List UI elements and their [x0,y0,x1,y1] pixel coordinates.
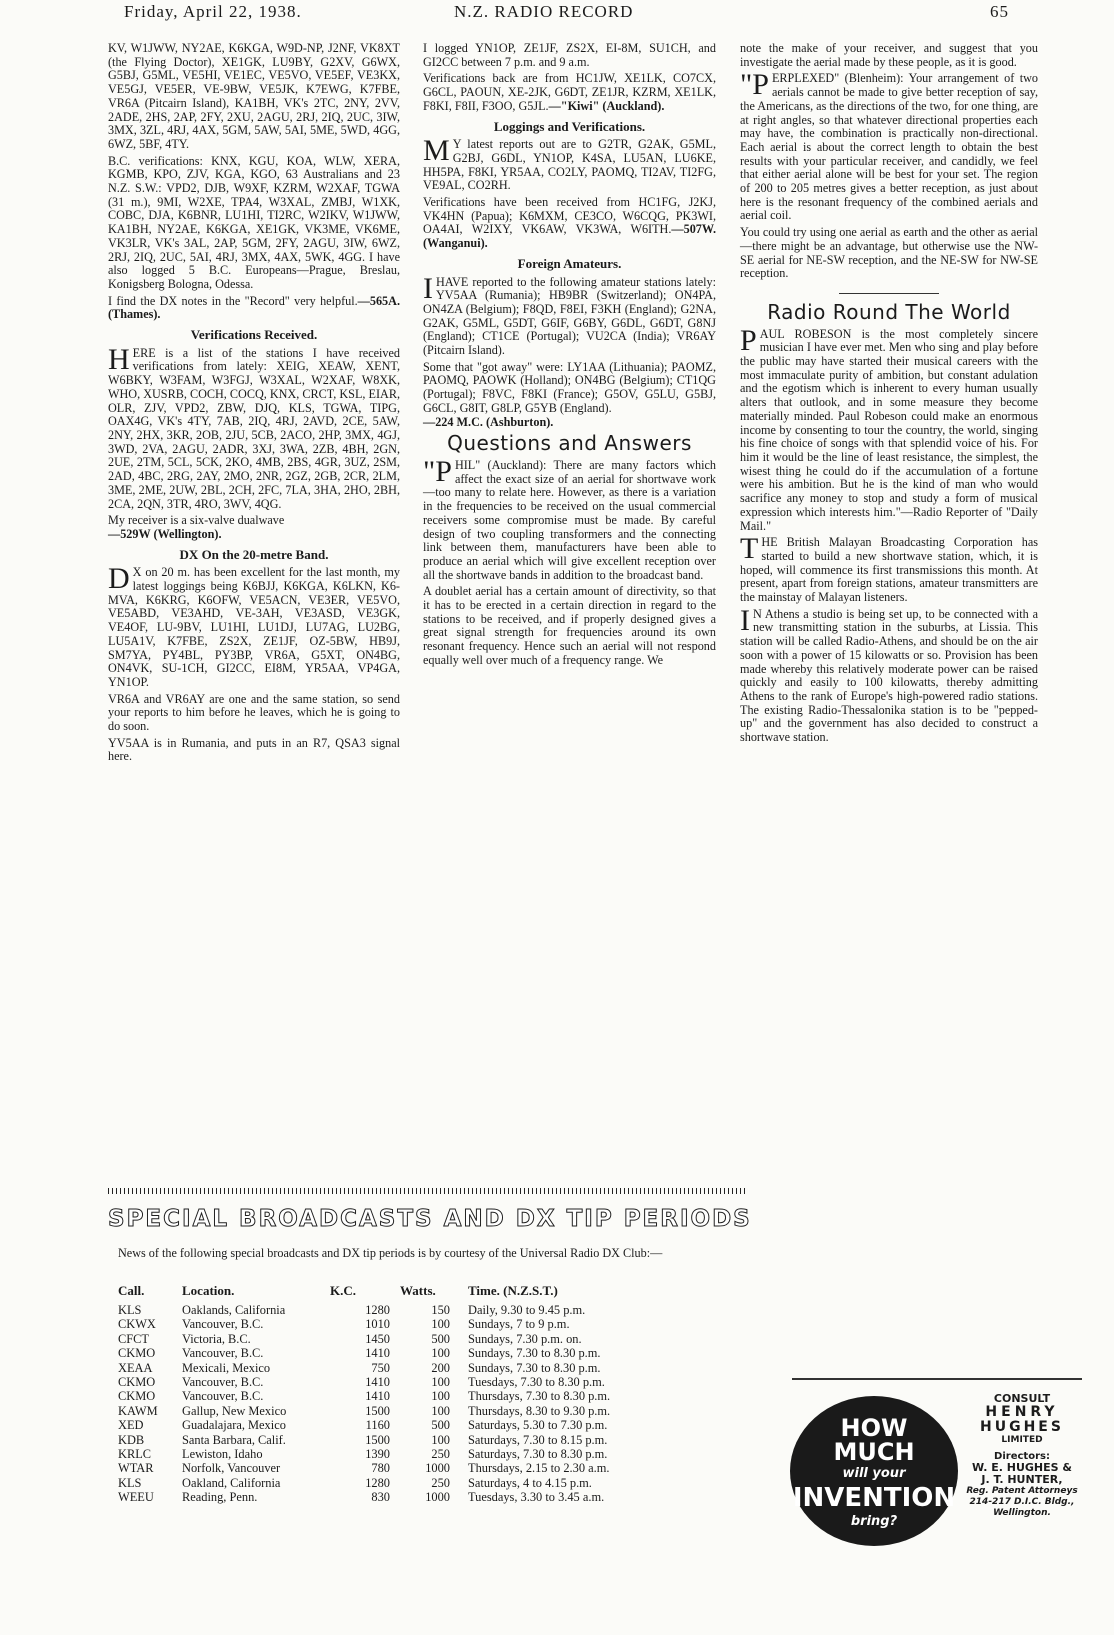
col3-perplexed-para-2: You could try using one aerial as earth and the other as aerial—there might be an advantage, but otherwise use the NW-SE aerial for NE-SW reception, and the NE-SW for NW-SE reception. [740,225,1038,281]
header-date: Friday, April 22, 1938. [124,2,302,21]
cell-location: Oakland, California [182,1475,281,1490]
col3-perplexed-para [740,68,1038,223]
cell-time: Saturdays, 7.30 to 8.15 p.m. [468,1432,608,1447]
dropcap-p-perplexed: "P [740,68,769,102]
col3-athens-para [740,603,1038,745]
table-row [118,1476,748,1490]
col1-para-3-signature: —565A. (Thames). [108,293,400,322]
heading-loggings-verifications: Loggings and Verifications. [493,118,646,134]
cell-location: Reading, Penn. [182,1490,258,1505]
cell-watts: 500 [431,1331,450,1346]
col2-foreign-p2-text: Some that "got away" were: LY1AA (Lithuania); PAOMZ, PAOMQ, PAOWK (Holland); ON4BG (Belgium); CT1QG (Portugal); F8VC, F8KI (France); G5OV, G5LU, G5BJ, G6CL, G8IT, G8LP, G5YB (England). [423,359,716,415]
col1-dx-para-2: VR6A and VR6AY are one and the same station, so send your reports to him before he leaves, which he is going to do soon. [108,691,400,734]
cell-time: Saturdays, 7.30 to 8.30 p.m. [468,1447,608,1462]
cell-call: KLS [118,1475,142,1490]
cell-location: Lewiston, Idaho [182,1447,263,1462]
cell-call: KRLC [118,1447,152,1462]
col2-log-p2-text: Verifications have been received from HC1FG, J2KJ, VK4HN (Papua); K6MXM, CE3CO, W6CQG, PK3WI, OA4AI, W2IXY, VK6AW, VK3WA, W6ITH. [423,195,716,237]
dropcap-i: I [423,271,433,305]
column-2 [423,42,716,671]
advert-director-1: W. E. HUGHES & [972,1461,1072,1474]
cell-call: CKWX [118,1317,156,1332]
cell-watts: 500 [431,1418,450,1433]
cell-kc: 1410 [365,1375,390,1390]
page-header [0,0,1114,30]
advert-line-will-your: will your [842,1466,906,1481]
dropcap-p-paul: P [740,323,757,357]
advert-line-invention: INVENTION [792,1483,956,1513]
cell-location: Vancouver, B.C. [182,1375,264,1390]
col3-para-1: note the make of your receiver, and suggest that you investigate the aerial made by these people, as it is good. [740,41,1038,69]
cell-watts: 1000 [425,1490,450,1505]
cell-kc: 1280 [365,1475,390,1490]
col-header-watts: Watts. [400,1283,436,1298]
schedule-body [118,1303,748,1505]
cell-watts: 100 [431,1389,450,1404]
advert-text [964,1392,1080,1519]
cell-time: Saturdays, 4 to 4.15 p.m. [468,1475,592,1490]
dropcap-d: D [108,562,130,596]
col2-log-text: Y latest reports out are to G2TR, G2AK, G5ML, G2BJ, G6DL, YN1OP, K4SA, LU5AN, LU6KE, HH5PA, F8KI, YR5AA, CO2LY, PAOMQ, TI2AV, TI2FG, VE9AL, CO2RH. [423,137,716,193]
cell-kc: 1500 [365,1432,390,1447]
schedule-banner: SPECIAL BROADCASTS AND DX TIP PERIODS [108,1206,752,1232]
col2-para-1: I logged YN1OP, ZE1JF, ZS2X, EI-8M, SU1CH, and GI2CC between 7 p.m. and 9 a.m. [423,41,716,69]
cell-time: Daily, 9.30 to 9.45 p.m. [468,1303,586,1317]
col-header-location: Location. [182,1283,235,1298]
col3-malayan-text: HE British Malayan Broadcasting Corporation has started to build a new shortwave station, which, it is hoped, will commence its first transmissions this month. At present, apart from foreign stations, amateur transmitters are the mainstay of Malayan listeners. [740,535,1038,605]
cell-location: Vancouver, B.C. [182,1389,264,1404]
col3-malayan-para [740,532,1038,605]
cell-call: CKMO [118,1375,156,1390]
col1-dx-text: X on 20 m. has been excellent for the last month, my latest loggings being K6BJJ, K6KGA, K6LKN, K6-MVA, K6KRG, K6OFW, VE5ACN, VE3ER, VE5VO, VE5ABD, VE3AHD, VE-3AH, VE3ASD, VE3GK, VE4OF, LU-9BV, LU1HI, LU1DJ, LU7AG, LU2BG, LU5A1V, K7FBE, ZS2X, ZE1JF, OZ-5BW, HB9J, SM7YA, PY4BL, PY3BP, VR6A, G5XT, ON4BG, ON4VK, SU-1CH, GI2CC, EI8M, YR5AA, VP4GA, YN1OP. [108,565,400,689]
dropcap-i-athens: I [740,603,750,637]
cell-kc: 1410 [365,1346,390,1361]
col2-foreign-signature: —224 M.C. (Ashburton). [423,414,554,429]
col1-para-1: KV, W1JWW, NY2AE, K6KGA, W9D-NP, J2NF, VK8XT (the Flying Doctor), XE1GK, LU9BY, G2XV, G6WX, G5BJ, G5ML, VE5HI, VE1EC, VE5VO, VE5EF, VE3KX, VE5GJ, VE5ER, VE-9BW, VE5JK, K7EWG, K7FBE, VR6A (Pitcairn Island), KA1BH, VK's 2TC, 2NY, 2VV, 2ADE, 2HS, 2AP, 2FY, 2XU, 2AGU, 2RJ, 2IQ, 2UC, 3IW, 3MX, 3ZL, 4RJ, 4AX, 5GM, 5AW, 5AI, 5ME, 5WD, 4GG, 6WZ, 5BF, 4TY. [108,41,400,151]
table-row [118,1418,748,1432]
cell-time: Saturdays, 5.30 to 7.30 p.m. [468,1418,608,1433]
cell-kc: 1160 [365,1418,390,1433]
advert-address: 214-217 D.I.C. Bldg., [969,1497,1075,1507]
cell-call: XED [118,1418,144,1433]
heading-radio-round-the-world: Radio Round The World [767,299,1011,324]
advert-name-hughes: HUGHES [980,1419,1064,1435]
advert-line-bring: bring? [850,1514,898,1529]
col1-para-2: B.C. verifications: KNX, KGU, KOA, WLW, XERA, KGMB, KPO, ZJV, KGA, KGO, 63 Australians and 23 N.Z. S.W.: VPD2, DJB, W9XF, KZRM, W2XAF, TGWA (31 m.), 9MI, W2XE, TPA4, W3XAL, ZMBJ, W1XK, COBC, DJA, K6BNR, LU1HI, TI2RC, W2IKV, W1JWW, KA1BH, NY2AE, K6KGA, XE1GK, VK3ME, VK6ME, VK3LR, VK's 3AL, 2AP, 5GM, 2FY, 2AGU, 3IW, 6WZ, 2RJ, 2IQ, 2UC, 5AI, 4RJ, 3MX, 4AX, 5WK, 4GG. I have also logged 5 B.C. Europeans—Prague, Breslau, Konigsberg Bologna, Odessa. [108,153,400,291]
cell-location: Guadalajara, Mexico [182,1418,286,1433]
cell-watts: 1000 [425,1461,450,1476]
col-header-call: Call. [118,1283,145,1298]
table-row [118,1332,748,1346]
table-row [118,1303,748,1317]
heading-dx-20-metre: DX On the 20-metre Band. [179,546,329,562]
col2-foreign-para-2 [423,361,716,430]
col1-dx-para [108,562,400,689]
advert-consult: CONSULT [993,1392,1051,1405]
col2-foreign-para [423,271,716,358]
advert-graphic [790,1396,958,1546]
cell-watts: 100 [431,1375,450,1390]
cell-time: Thursdays, 7.30 to 8.30 p.m. [468,1389,611,1404]
col1-verif-para-2 [108,514,400,541]
col2-log-para-2 [423,196,716,251]
cell-watts: 100 [431,1346,450,1361]
col2-foreign-text: HAVE reported to the following amateur stations lately: YV5AA (Rumania); HB9BR (Switzerland); ON4PA, ON4ZA (Belgium); F8QD, F8EI, F3KH (England); G2NA, G2AK, G5ML, G5DT, G6IF, G6BY, G6DL, G6DT, G8NJ (England); CT1CE (Portugal); VU2CA (India); VR6AY (Pitcairn Island). [423,274,716,358]
heading-questions-answers: Questions and Answers [447,431,692,456]
table-row [118,1433,748,1447]
cell-watts: 100 [431,1403,450,1418]
advert-directors-label: Directors: [994,1451,1050,1462]
advert-city: Wellington. [993,1508,1051,1518]
cell-call: XEAA [118,1360,153,1375]
cell-watts: 150 [431,1303,450,1317]
col2-para-2-text: Verifications back are from HC1JW, XE1LK, CO7CX, G6CL, PAOUN, XE-2JK, G6DT, ZE1JR, KZRM, XE1LK, F8KI, F8II, F3OO, G5JL. [423,71,716,113]
cell-call: WEEU [118,1490,154,1505]
col1-para-3 [108,295,400,322]
cell-kc: 1010 [365,1317,390,1332]
cell-call: KDB [118,1432,145,1447]
cell-call: KAWM [118,1403,158,1418]
table-row [118,1404,748,1418]
col1-verif-text: ERE is a list of the stations I have received verifications from lately: XEIG, XEAW, XENT, W6BKY, W3FAM, W3FGJ, W3XAL, W2XAF, W8XK, WHO, XUSRB, COCH, COCQ, KNX, CRCT, KSL, EIAR, OLR, ZJV, VPD2, ZBW, DJQ, KLS, TGWA, TIPG, OAX4G, VK's 4TY, 7AB, 2IQ, 4RJ, 2AVD, 2CE, 5AW, 2NY, 2HX, 3KR, 2OB, 2JU, 5CB, 2ACO, 2HP, 3MX, 4GJ, 3WD, 2VA, 2AGU, 2ADR, 3XJ, 3WA, 2ZB, 4BH, 2GN, 2UE, 2TM, 5CL, 5CK, 2KO, 4MB, 2BS, 4GR, 3UZ, 2SM, 2AD, 4BC, 2RG, 2AY, 2MO, 2NR, 2GZ, 2GB, 2CR, 2LM, 3ME, 2ME, 2UW, 2BL, 2CH, 2FC, 7LA, 3HA, 2HO, 2BH, 2CA, 2QN, 3TR, 4RO, 3WV, 4QG. [108,345,400,511]
heading-verifications-received: Verifications Received. [190,327,318,343]
cell-kc: 1410 [365,1389,390,1404]
cell-kc: 780 [371,1461,390,1476]
cell-location: Mexicali, Mexico [182,1360,271,1375]
table-row [118,1346,748,1360]
col2-para-2 [423,72,716,113]
col2-log-para [423,134,716,193]
cell-time: Tuesdays, 3.30 to 3.45 a.m. [468,1490,605,1505]
cell-watts: 100 [431,1432,450,1447]
col2-log-signature: —507W. (Wanganui). [423,222,716,251]
schedule-intro: News of the following special broadcasts and DX tip periods is by courtesy of the Universal Radio DX Club:— [118,1246,663,1260]
cell-call: CKMO [118,1346,156,1361]
cell-call: KLS [118,1303,142,1317]
col2-para-2-signature: —"Kiwi" (Auckland). [548,98,665,113]
col3-paul-para [740,323,1038,534]
cell-location: Gallup, New Mexico [182,1403,287,1418]
cell-call: CKMO [118,1389,156,1404]
cell-watts: 250 [431,1447,450,1462]
header-page-number: 65 [990,2,1009,21]
col1-verif-signature: —529W (Wellington). [108,526,222,541]
cell-time: Thursdays, 8.30 to 9.30 p.m. [468,1403,611,1418]
cell-call: CFCT [118,1331,149,1346]
dropcap-h: H [108,342,130,376]
cell-time: Sundays, 7.30 p.m. on. [468,1331,582,1346]
col-header-kc: K.C. [330,1283,356,1298]
column-1 [108,42,400,767]
cell-kc: 830 [371,1490,390,1505]
patent-advert [790,1392,1080,1552]
col1-verif-para [108,342,400,511]
heading-foreign-amateurs: Foreign Amateurs. [517,255,622,271]
cell-watts: 100 [431,1317,450,1332]
table-row [118,1361,748,1375]
cell-location: Oaklands, California [182,1303,286,1317]
cell-kc: 1390 [365,1447,390,1462]
cell-time: Sundays, 7.30 to 8.30 p.m. [468,1346,601,1361]
cell-time: Sundays, 7 to 9 p.m. [468,1317,570,1332]
table-row [118,1317,748,1331]
col2-qa-para-2: A doublet aerial has a certain amount of directivity, so that it has to be erected in a certain direction in regard to the stations to be received, and if properly designed gives a great signal strength for frequencies around its own resonant frequency. Hence such an aerial will not respond equally well over much of a frequency range. We [423,584,716,667]
cell-kc: 1450 [365,1331,390,1346]
cell-location: Norfolk, Vancouver [182,1461,281,1476]
cell-time: Sundays, 7.30 to 8.30 p.m. [468,1360,601,1375]
schedule-table [118,1283,748,1505]
advert-line-how: HOW [840,1414,908,1442]
advert-director-2: J. T. HUNTER, [981,1473,1063,1486]
col-header-time: Time. (N.Z.S.T.) [468,1283,558,1298]
column-3 [740,42,1038,748]
col3-perplexed-text: ERPLEXED" (Blenheim): Your arrangement of two aerials cannot be made to give better reception of say, the Americans, as the directions of the two, for one thing, are at right angles, so that whatever directional properties each may have, the combination is practically non-directional. Each aerial is about the correct length to obtain the best results with your particular receiver, and candidly, we feel that either aerial alone will be best for your set. The region of 200 to 205 metres gives a better reception, as just about here is the resonant frequency of the combined aerials and aerial coil. [740,71,1038,223]
dotted-divider [108,1188,748,1194]
cell-call: WTAR [118,1461,154,1476]
col1-dx-para-3: YV5AA is in Rumania, and puts in an R7, QSA3 signal here. [108,735,400,764]
header-publication: N.Z. RADIO RECORD [454,2,634,21]
col3-athens-text: N Athens a studio is being set up, to be connected with a new transmitting station in the suburbs, at Lissia. This station will be called Radio-Athens, and should be on the air soon with a power of 15 kilowatts or so. Provision has been made whereby this relatively moderate power can be raised quickly and easily to 100 kilowatts, thereby admitting Athens to the rank of Europe's high-powered radio stations. The existing Radio-Thessalonika station is to be "pepped-up" and the government has also decided to construct a shortwave station. [740,606,1038,745]
dropcap-m: M [423,134,450,168]
cell-location: Vancouver, B.C. [182,1317,264,1332]
cell-kc: 750 [371,1360,390,1375]
table-row [118,1461,748,1475]
cell-kc: 1500 [365,1403,390,1418]
cell-location: Vancouver, B.C. [182,1346,264,1361]
cell-location: Victoria, B.C. [182,1331,251,1346]
cell-location: Santa Barbara, Calif. [182,1432,286,1447]
cell-time: Tuesdays, 7.30 to 8.30 p.m. [468,1375,605,1390]
section-rule [839,293,939,294]
schedule-header-row [118,1283,748,1303]
advert-line-much: MUCH [833,1438,915,1466]
table-row [118,1447,748,1461]
cell-watts: 250 [431,1475,450,1490]
table-row [118,1490,748,1504]
advert-name-henry: HENRY [985,1404,1059,1420]
advert-limited: LIMITED [1001,1435,1043,1445]
dropcap-p-quote: "P [423,454,452,488]
cell-time: Thursdays, 2.15 to 2.30 a.m. [468,1461,610,1476]
table-row [118,1389,748,1403]
col1-verif-p2-text: My receiver is a six-valve dualwave [108,513,285,528]
advert-reg: Reg. Patent Attorneys [966,1486,1078,1496]
cell-kc: 1280 [365,1303,390,1317]
table-row [118,1375,748,1389]
col2-qa-para [423,454,716,582]
dropcap-t: T [740,532,759,566]
col3-paul-text: AUL ROBESON is the most completely sincere musician I have ever met. Men who sing and play before the public may have started their musical careers with the most immaculate purity of ambition, but constant adulation and the egotism which is inherent to every human usually alters that outlook, and in some measure they become materially minded. Paul Robeson could make an enormous income by consenting to tour the country, the world, singing his fine choice of songs with that splendid voice of his. For him it would be the line of least resistance, the simplest, the wisest thing he could do if the accumulation of a fortune were his ambition. But he is the kind of man who would sacrifice any money to stop and study a form of musical expression which interests him."—Radio Reporter of "Daily Mail." [740,326,1038,533]
col2-qa-text: HIL" (Auckland): There are many factors which affect the exact size of an aerial for shortwave work—too many to relate here. However, as there is a variation in the frequencies to be received on the usual commercial receivers some compromise must be made. By careful design of two coupling transformers and the connecting link between them, manufacturers have been able to produce an aerial which will give excellent reception over all the shortwave bands in addition to the broadcast band. [423,457,716,582]
advert-rule [792,1378,1082,1380]
col1-para-3-text: I find the DX notes in the "Record" very helpful. [108,293,358,308]
cell-watts: 200 [431,1360,450,1375]
